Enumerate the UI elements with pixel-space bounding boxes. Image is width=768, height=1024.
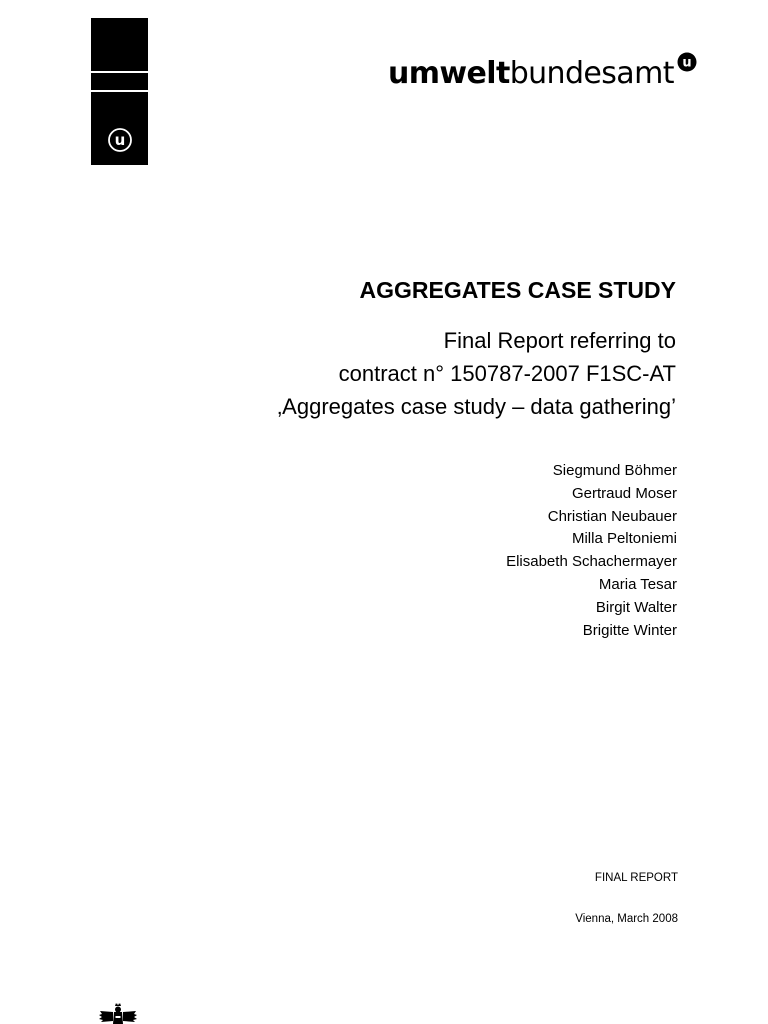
author-name: Brigitte Winter bbox=[582, 621, 677, 639]
svg-text:u: u bbox=[114, 131, 126, 149]
author-name: Elisabeth Schachermayer bbox=[506, 553, 677, 571]
u-logo-icon bbox=[677, 52, 697, 72]
wordmark-bold: umwelt bbox=[388, 56, 510, 91]
subtitle-line: Final Report referring to bbox=[443, 328, 676, 353]
brand-block-stripe bbox=[91, 71, 148, 73]
place-date-label: Vienna, March 2008 bbox=[575, 913, 678, 925]
subtitle-line: ‚Aggregates case study – data gathering’ bbox=[277, 394, 676, 419]
wordmark-text bbox=[388, 56, 674, 92]
author-name: Christian Neubauer bbox=[547, 507, 677, 525]
author-name: Gertraud Moser bbox=[571, 484, 677, 502]
document-title: AGGREGATES CASE STUDY bbox=[359, 277, 676, 303]
svg-text:u: u bbox=[682, 55, 692, 71]
wordmark-light: bundesamt bbox=[509, 56, 674, 91]
author-list bbox=[506, 460, 677, 642]
report-type-label: FINAL REPORT bbox=[594, 872, 678, 884]
subtitle-line: contract n° 150787-2007 F1SC-AT bbox=[338, 361, 676, 386]
umweltbundesamt-wordmark bbox=[388, 52, 700, 98]
author-name: Birgit Walter bbox=[595, 598, 677, 616]
brand-block-logo bbox=[91, 18, 148, 165]
author-name: Maria Tesar bbox=[598, 575, 677, 593]
document-subtitle bbox=[277, 324, 676, 423]
author-name: Milla Peltoniemi bbox=[571, 530, 677, 548]
u-logo-icon bbox=[108, 128, 132, 152]
austrian-eagle-emblem-icon bbox=[99, 1003, 137, 1024]
brand-block-stripe bbox=[91, 90, 148, 92]
author-name: Siegmund Böhmer bbox=[552, 462, 677, 479]
